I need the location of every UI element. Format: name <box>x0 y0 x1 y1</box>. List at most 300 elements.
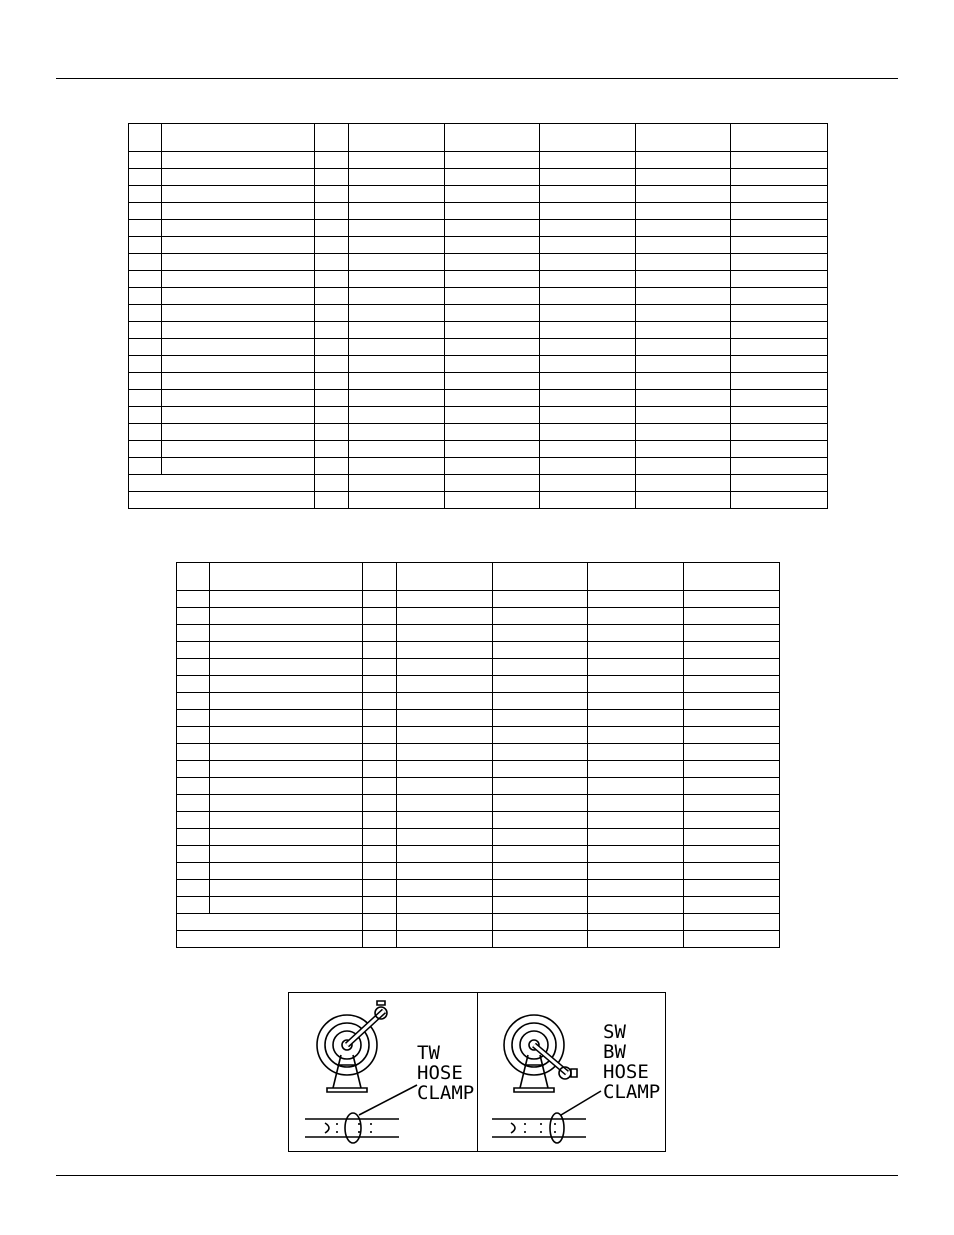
caption-line: HOSE <box>603 1061 649 1083</box>
table-row <box>177 812 780 829</box>
table-row <box>177 778 780 795</box>
table-cell <box>397 812 493 829</box>
table-row <box>177 625 780 642</box>
table-cell <box>129 152 162 169</box>
table-cell <box>315 424 349 441</box>
table-cell <box>636 305 731 322</box>
table-cell <box>588 931 684 948</box>
table-cell <box>540 407 636 424</box>
table-cell <box>636 356 731 373</box>
table-cell <box>445 475 540 492</box>
table-cell <box>445 441 540 458</box>
table-cell <box>493 710 588 727</box>
table-cell <box>540 288 636 305</box>
table-cell <box>210 846 363 863</box>
table-cell <box>315 339 349 356</box>
table-cell <box>636 124 731 152</box>
table-cell <box>588 880 684 897</box>
table-cell <box>162 254 315 271</box>
table-cell <box>540 458 636 475</box>
table-cell <box>636 373 731 390</box>
table-cell <box>177 642 210 659</box>
table-cell <box>315 169 349 186</box>
table-cell <box>731 322 828 339</box>
table-cell <box>684 659 780 676</box>
table-cell <box>162 305 315 322</box>
table-cell <box>397 795 493 812</box>
table-cell <box>588 659 684 676</box>
table-row <box>129 458 828 475</box>
table-cell <box>684 676 780 693</box>
caption-line: CLAMP <box>417 1082 475 1104</box>
table-cell <box>349 373 445 390</box>
table-cell <box>540 424 636 441</box>
table-row <box>129 356 828 373</box>
table-cell <box>636 475 731 492</box>
table-row <box>177 642 780 659</box>
table-cell <box>588 608 684 625</box>
table-cell <box>636 237 731 254</box>
table-cell <box>445 390 540 407</box>
table-cell <box>636 492 731 509</box>
table-row <box>129 203 828 220</box>
table-cell <box>731 390 828 407</box>
table-cell <box>315 492 349 509</box>
table-cell <box>684 642 780 659</box>
table-cell <box>210 778 363 795</box>
table-cell <box>177 778 210 795</box>
table-cell <box>177 846 210 863</box>
table-row <box>129 492 828 509</box>
table-cell <box>162 186 315 203</box>
table-row <box>177 563 780 591</box>
table-cell <box>210 693 363 710</box>
table-cell <box>210 563 363 591</box>
table-cell <box>349 220 445 237</box>
table-cell <box>493 693 588 710</box>
table-cell <box>162 124 315 152</box>
table-cell <box>129 475 315 492</box>
table-cell <box>315 186 349 203</box>
table-row <box>129 339 828 356</box>
table-cell <box>397 744 493 761</box>
table-cell <box>363 676 397 693</box>
table-cell <box>349 407 445 424</box>
table-cell <box>363 625 397 642</box>
table-row <box>177 914 780 931</box>
table-cell <box>349 390 445 407</box>
table-cell <box>315 356 349 373</box>
table-cell <box>636 390 731 407</box>
table-cell <box>397 676 493 693</box>
table-cell <box>540 475 636 492</box>
table-cell <box>349 124 445 152</box>
table-cell <box>162 356 315 373</box>
table-cell <box>397 693 493 710</box>
table-cell <box>684 591 780 608</box>
table-cell <box>397 863 493 880</box>
table-cell <box>129 220 162 237</box>
table-cell <box>349 339 445 356</box>
table-cell <box>684 608 780 625</box>
table-cell <box>177 744 210 761</box>
table-cell <box>731 254 828 271</box>
table-cell <box>363 608 397 625</box>
table-cell <box>162 373 315 390</box>
table-cell <box>349 237 445 254</box>
table-cell <box>315 441 349 458</box>
table-cell <box>636 203 731 220</box>
table-cell <box>349 322 445 339</box>
table-cell <box>445 271 540 288</box>
table-cell <box>588 863 684 880</box>
table-cell <box>588 642 684 659</box>
table-cell <box>540 356 636 373</box>
table-cell <box>636 441 731 458</box>
table-cell <box>363 795 397 812</box>
table-cell <box>363 727 397 744</box>
table-cell <box>731 407 828 424</box>
table-cell <box>540 124 636 152</box>
table-row <box>129 407 828 424</box>
table-cell <box>731 356 828 373</box>
table-cell <box>363 744 397 761</box>
table-cell <box>363 778 397 795</box>
table-cell <box>315 305 349 322</box>
table-cell <box>588 676 684 693</box>
table-cell <box>588 563 684 591</box>
table-cell <box>684 931 780 948</box>
table-cell <box>397 591 493 608</box>
table-cell <box>684 625 780 642</box>
table-cell <box>210 710 363 727</box>
table-row <box>177 727 780 744</box>
table-cell <box>540 169 636 186</box>
table-cell <box>315 322 349 339</box>
table-cell <box>397 880 493 897</box>
table-cell <box>129 424 162 441</box>
table-row <box>129 424 828 441</box>
table-cell <box>397 897 493 914</box>
table-row <box>177 693 780 710</box>
table-cell <box>445 407 540 424</box>
table-cell <box>363 829 397 846</box>
caption-line: BW <box>603 1041 626 1063</box>
table-cell <box>210 795 363 812</box>
table-cell <box>129 186 162 203</box>
table-cell <box>177 863 210 880</box>
table-cell <box>177 795 210 812</box>
table-row <box>129 271 828 288</box>
table-row <box>177 931 780 948</box>
table-cell <box>177 761 210 778</box>
table-cell <box>540 254 636 271</box>
table-cell <box>129 441 162 458</box>
table-cell <box>540 220 636 237</box>
table-cell <box>731 237 828 254</box>
table-cell <box>540 339 636 356</box>
table-cell <box>177 563 210 591</box>
table-cell <box>684 880 780 897</box>
table-row <box>129 124 828 152</box>
table-cell <box>162 458 315 475</box>
table-cell <box>493 846 588 863</box>
table-cell <box>445 124 540 152</box>
table-cell <box>588 914 684 931</box>
table-cell <box>397 931 493 948</box>
caption-line: TW <box>417 1042 440 1064</box>
table-cell <box>177 659 210 676</box>
table-cell <box>684 761 780 778</box>
table-cell <box>349 305 445 322</box>
table-row <box>177 608 780 625</box>
table-cell <box>731 271 828 288</box>
table-cell <box>363 846 397 863</box>
table-cell <box>210 676 363 693</box>
table-cell <box>363 812 397 829</box>
table-row <box>177 880 780 897</box>
table-row <box>177 863 780 880</box>
table-cell <box>349 152 445 169</box>
table-cell <box>315 373 349 390</box>
table-cell <box>540 237 636 254</box>
table-cell <box>731 169 828 186</box>
table-cell <box>315 475 349 492</box>
table-cell <box>588 710 684 727</box>
table-cell <box>445 237 540 254</box>
table-cell <box>162 271 315 288</box>
footer-rule <box>56 1175 898 1176</box>
table-cell <box>540 305 636 322</box>
table-cell <box>731 441 828 458</box>
table-cell <box>397 710 493 727</box>
table-row <box>129 288 828 305</box>
table-cell <box>445 339 540 356</box>
table-cell <box>315 458 349 475</box>
table-cell <box>493 761 588 778</box>
table-cell <box>177 693 210 710</box>
table-cell <box>363 563 397 591</box>
table-cell <box>129 254 162 271</box>
table-cell <box>684 812 780 829</box>
table-cell <box>445 356 540 373</box>
table-cell <box>349 492 445 509</box>
table-cell <box>162 203 315 220</box>
table-cell <box>445 458 540 475</box>
table-cell <box>493 591 588 608</box>
table-cell <box>636 186 731 203</box>
table-cell <box>129 288 162 305</box>
table-cell <box>162 288 315 305</box>
table-cell <box>684 744 780 761</box>
table-cell <box>162 424 315 441</box>
table-cell <box>588 897 684 914</box>
hose-clamp-figure <box>288 992 666 1152</box>
table-cell <box>349 356 445 373</box>
table-cell <box>177 829 210 846</box>
table-cell <box>210 625 363 642</box>
table-cell <box>493 931 588 948</box>
table-cell <box>731 152 828 169</box>
table-cell <box>588 744 684 761</box>
table-cell <box>493 880 588 897</box>
table-cell <box>363 931 397 948</box>
table-cell <box>493 727 588 744</box>
table-cell <box>493 676 588 693</box>
parts-table-2 <box>176 562 780 948</box>
table-cell <box>129 339 162 356</box>
table-cell <box>397 761 493 778</box>
table-cell <box>684 914 780 931</box>
table-cell <box>129 305 162 322</box>
table-cell <box>397 727 493 744</box>
table-cell <box>129 373 162 390</box>
table-cell <box>162 237 315 254</box>
table-cell <box>684 693 780 710</box>
table-cell <box>493 863 588 880</box>
table-cell <box>540 322 636 339</box>
table-row <box>177 710 780 727</box>
table-cell <box>129 237 162 254</box>
table-cell <box>493 659 588 676</box>
table-cell <box>684 829 780 846</box>
hose-reel-tw-icon <box>305 1001 417 1143</box>
table-cell <box>129 390 162 407</box>
table-cell <box>397 608 493 625</box>
table-cell <box>129 203 162 220</box>
table-cell <box>162 407 315 424</box>
table-cell <box>210 642 363 659</box>
table-cell <box>349 458 445 475</box>
table-cell <box>731 475 828 492</box>
table-cell <box>731 373 828 390</box>
table-cell <box>684 563 780 591</box>
table-cell <box>445 322 540 339</box>
table-cell <box>684 863 780 880</box>
table-cell <box>397 914 493 931</box>
table-cell <box>315 271 349 288</box>
table-cell <box>588 795 684 812</box>
table-cell <box>177 880 210 897</box>
table-cell <box>363 761 397 778</box>
table-cell <box>363 642 397 659</box>
table-cell <box>588 778 684 795</box>
table-cell <box>129 322 162 339</box>
parts-table-1 <box>128 123 828 509</box>
table-cell <box>363 693 397 710</box>
table-row <box>177 761 780 778</box>
table-row <box>129 322 828 339</box>
table-cell <box>731 458 828 475</box>
table-cell <box>210 659 363 676</box>
table-cell <box>177 812 210 829</box>
table-cell <box>731 339 828 356</box>
table-cell <box>129 458 162 475</box>
table-cell <box>493 914 588 931</box>
table-cell <box>349 169 445 186</box>
table-row <box>177 659 780 676</box>
table-cell <box>129 124 162 152</box>
table-cell <box>493 897 588 914</box>
table-cell <box>445 186 540 203</box>
table-cell <box>315 407 349 424</box>
hose-reel-sw-bw-icon <box>492 1015 601 1143</box>
sw-bw-hose-clamp-label <box>603 1022 660 1102</box>
table-row <box>177 676 780 693</box>
table-cell <box>349 271 445 288</box>
table-cell <box>349 254 445 271</box>
table-cell <box>731 186 828 203</box>
table-cell <box>493 778 588 795</box>
table-cell <box>636 220 731 237</box>
table-cell <box>731 220 828 237</box>
table-cell <box>210 863 363 880</box>
table-cell <box>588 693 684 710</box>
table-cell <box>129 492 315 509</box>
table-cell <box>129 169 162 186</box>
table-row <box>129 186 828 203</box>
table-cell <box>493 829 588 846</box>
table-cell <box>349 475 445 492</box>
table-row <box>177 744 780 761</box>
table-cell <box>588 727 684 744</box>
caption-line: HOSE <box>417 1062 463 1084</box>
table-cell <box>177 608 210 625</box>
table-cell <box>162 390 315 407</box>
table-row <box>177 897 780 914</box>
table-cell <box>540 492 636 509</box>
table-cell <box>493 642 588 659</box>
table-row <box>177 795 780 812</box>
table-cell <box>540 390 636 407</box>
table-cell <box>129 356 162 373</box>
table-cell <box>445 220 540 237</box>
table-cell <box>162 169 315 186</box>
table-cell <box>445 169 540 186</box>
table-cell <box>210 761 363 778</box>
table-cell <box>493 608 588 625</box>
caption-line: SW <box>603 1021 626 1043</box>
table-cell <box>177 591 210 608</box>
table-cell <box>349 203 445 220</box>
table-cell <box>636 339 731 356</box>
table-row <box>177 846 780 863</box>
table-cell <box>684 795 780 812</box>
table-row <box>129 441 828 458</box>
table-cell <box>588 591 684 608</box>
table-cell <box>210 880 363 897</box>
table-row <box>129 152 828 169</box>
table-cell <box>636 271 731 288</box>
table-cell <box>177 710 210 727</box>
table-cell <box>397 642 493 659</box>
table-cell <box>493 563 588 591</box>
table-cell <box>397 778 493 795</box>
table-row <box>129 373 828 390</box>
header-rule <box>56 78 898 79</box>
table-cell <box>540 373 636 390</box>
table-cell <box>177 931 363 948</box>
table-cell <box>349 441 445 458</box>
table-cell <box>731 492 828 509</box>
table-cell <box>315 203 349 220</box>
table-cell <box>129 407 162 424</box>
table-cell <box>588 829 684 846</box>
table-cell <box>210 897 363 914</box>
table-cell <box>493 744 588 761</box>
table-cell <box>363 659 397 676</box>
table-cell <box>445 152 540 169</box>
